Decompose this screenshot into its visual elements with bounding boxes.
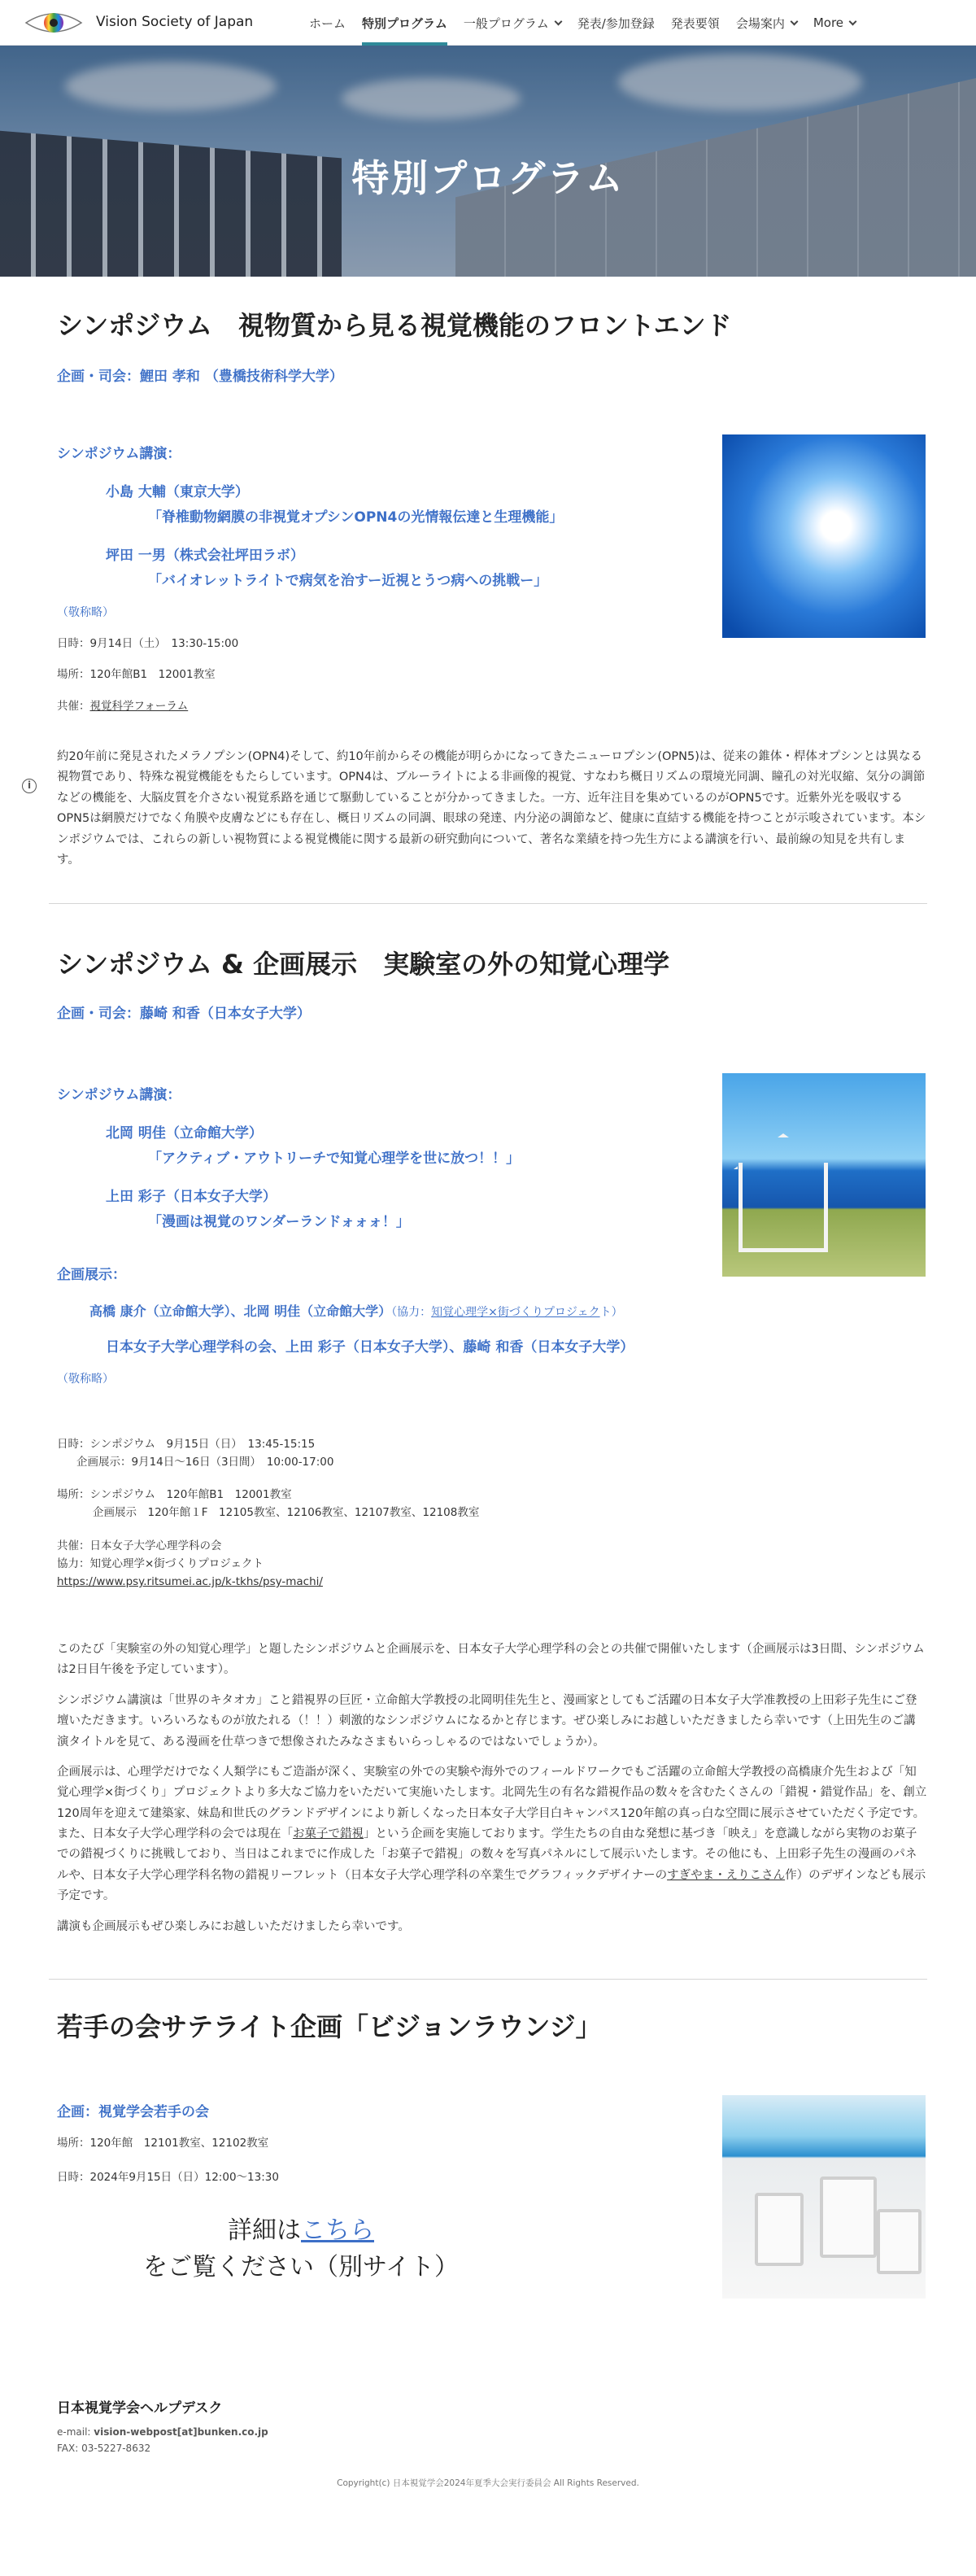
seaside-pavilion-image	[722, 1073, 926, 1277]
section-2-url-link[interactable]: https://www.psy.ritsumei.ac.jp/k-tkhs/psy-machi/	[57, 1575, 323, 1589]
section-1-honorific: （敬称略）	[57, 606, 114, 619]
footer-email-label: e-mail:	[57, 2426, 94, 2438]
top-navigation-bar	[0, 0, 976, 46]
section-2-paragraph-2: シンポジウム講演は「世界のキタオカ」こと錯視界の巨匠・立命館大学教授の北岡明佳先生と、漫画家としてもご活躍の日本女子大学准教授の上田彩子先生にご登壇いただきます。いろいろなものが放たれる（！！）刺激的なシンポジウムになるかと存じます。ぜひ楽しみにお越しいただきましたら幸いです（上田先生のご講演タイトルを見て、ある漫画を仕草つきで想像されたみなさまもいらっしゃるのではないでしょうか）。	[57, 1693, 917, 1749]
section-2-exhibit-1-coop-link[interactable]: 知覚心理学×街づくりプロジェク	[431, 1306, 600, 1319]
sugiyama-eriko-link[interactable]: すぎやま・えりこさん	[667, 1868, 786, 1882]
cafe-terrace-image	[722, 2095, 926, 2299]
section-3-organizer: 企画：視覚学会若手の会	[57, 2104, 209, 2120]
section-2-exhibit-1	[89, 1301, 716, 1322]
section-2-paragraph-3	[57, 1762, 927, 1907]
nav-special-program[interactable]	[354, 0, 455, 46]
footer-email	[57, 2424, 268, 2440]
nav-general-program[interactable]	[455, 0, 569, 46]
copyright: Copyright(c) 日本視覚学会2024年夏季大会実行委員会 All Rights Reserved.	[337, 2478, 639, 2488]
section-2-date-1: 日時：シンポジウム 9月15日（日） 13:45-15:15	[57, 1437, 316, 1451]
section-3-detail	[73, 2212, 529, 2286]
nav-home-label: ホーム	[309, 15, 346, 31]
section-2-coop: 協力：知覚心理学×街づくりプロジェクト	[57, 1557, 264, 1570]
section-3-place: 場所：120年館 12101教室、12102教室	[57, 2137, 269, 2150]
section-2-talk-2: 「漫画は視覚のワンダーランドォォォ！」	[148, 1214, 410, 1230]
section-2-organizer: 企画・司会：藤崎 和香（日本女子大学）	[57, 1006, 311, 1022]
section-2-date-2: 企画展示：9月14日〜16日（3日間） 10:00-17:00	[76, 1455, 334, 1469]
nav-venue-label: 会場案内	[735, 15, 785, 31]
footer	[0, 2386, 976, 2576]
section-2-place-2: 企画展示 120年館１F 12105教室、12106教室、12107教室、12108教室	[93, 1506, 480, 1520]
section-2-paragraph-3a: 企画展示は、心理学だけでなく人類学にもご造詣が深く、実験室の外での実験や海外でのフィールドワークでもご活躍の立命館大学教授の高橋康介先生および「知覚心理学×街づくり」プロジェクトより多大なご協力をいただいて実施いたします。北岡先生の有名な錯視作品の数々を含むたくさんの「錯視・錯覚作品」を、創立120周年を迎えて建築家、妹島和世氏のグランドデザインにより新しくなった日本女子大学目白キャンパス120年館の真っ白な空間に展示させていただく予定です。また、日本女子大学心理学科の会では現在「	[57, 1765, 927, 1840]
eye-logo-icon[interactable]	[24, 8, 83, 37]
section-2-exhibit-2: 日本女子大学心理学科の会、上田 彩子（日本女子大学）、藤崎 和香（日本女子大学）	[106, 1338, 634, 1356]
section-2-lecture-heading: シンポジウム講演：	[57, 1087, 181, 1103]
section-1-place: 場所：120年館B1 12001教室	[57, 668, 216, 682]
info-icon[interactable]: i	[22, 779, 37, 793]
section-2-cohost: 共催：日本女子大学心理学科の会	[57, 1539, 222, 1552]
section-2-exhibit-1-coop-tail: ト）	[599, 1306, 623, 1319]
nav-more[interactable]	[805, 0, 864, 46]
section-2-speaker-2: 上田 彩子（日本女子大学）	[106, 1189, 277, 1205]
section-2-paragraph-3c: 作）のデザインなども展示予定です。	[57, 1868, 926, 1903]
site-title[interactable]: Vision Society of Japan	[96, 14, 254, 30]
section-2-title: シンポジウム & 企画展示 実験室の外の知覚心理学	[57, 949, 670, 980]
vision-lounge-detail-link[interactable]: こちら	[301, 2216, 374, 2245]
nav-presentation-guide[interactable]	[663, 0, 728, 46]
section-3-title: 若手の会サテライト企画「ビジョンラウンジ」	[57, 2011, 602, 2042]
section-vision-lounge	[0, 1980, 976, 2386]
nav-registration-label: 発表/参加登録	[577, 15, 655, 31]
section-1-date: 日時：9月14日（土） 13:30-15:00	[57, 637, 239, 650]
section-2-talk-1: 「アクティブ・アウトリーチで知覚心理学を世に放つ！！」	[148, 1150, 521, 1167]
section-1-talk-1: 「脊椎動物網膜の非視覚オプシンOPN4の光情報伝達と生理機能」	[148, 509, 564, 526]
section-symposium-1	[0, 277, 976, 903]
section-1-speaker-1: 小島 大輔（東京大学）	[106, 484, 249, 500]
section-2-exhibit-1-coop-prefix: （協力：	[391, 1306, 432, 1319]
nav-special-program-label: 特別プログラム	[362, 15, 447, 31]
section-2-honorific: （敬称略）	[57, 1372, 114, 1386]
section-1-organizer: 企画・司会：鯉田 孝和 （豊橋技術科学大学）	[57, 369, 343, 385]
nav-more-label: More	[813, 15, 844, 30]
footer-email-address: vision-webpost[at]bunken.co.jp	[94, 2426, 268, 2438]
section-3-date: 日時：2024年9月15日（日）12:00〜13:30	[57, 2171, 279, 2184]
chevron-down-icon	[790, 17, 798, 25]
nav-venue[interactable]	[728, 0, 805, 46]
okashi-sakushi-link[interactable]: お菓子で錯視	[293, 1827, 364, 1840]
section-2-place-1: 場所：シンポジウム 120年館B1 12001教室	[57, 1488, 292, 1502]
section-1-description: 約20年前に発見されたメラノプシン(OPN4)そして、約10年前からその機能が明らかになってきたニューロプシン(OPN5)は、従来の錐体・桿体オプシンとは異なる視物質であり、特殊な視覚機能をもたらしています。OPN4は、ブルーライトによる非画像的視覚、すなわち概日リズムの環境光同調、瞳孔の対光収縮、気分の調節などの機能を、大脳皮質を介さない視覚系路を通じて駆動していることが分かってきました。一方、近年注目を集めているのがOPN5です。近紫外光を吸収するOPN5は網膜だけでなく角膜や皮膚などにも存在し、概日リズムの同調、眼球の発達、内分泌の調節など、健康に直結する機能を持つことが示唆されています。本シンポジウムでは、これらの新しい視物質による視覚機能に関する最新の研究動向について、著名な業績を持つ先生方による講演を行い、最前線の知見を共有します。	[57, 750, 926, 867]
section-symposium-2	[0, 904, 976, 1979]
section-1-speaker-2: 坪田 一男（株式会社坪田ラボ）	[106, 548, 304, 564]
chevron-down-icon	[849, 17, 857, 25]
section-2-exhibit-1-names: 高橋 康介（立命館大学）、北岡 明佳（立命館大学）	[89, 1303, 392, 1319]
hero-banner	[0, 46, 976, 277]
nav-registration[interactable]	[569, 0, 663, 46]
section-1-cohost	[57, 697, 691, 715]
main-nav	[301, 0, 864, 46]
section-2-speaker-1: 北岡 明佳（立命館大学）	[106, 1125, 263, 1142]
section-1-title: シンポジウム 視物質から見る視覚機能のフロントエンド	[57, 310, 732, 341]
section-1-cohost-label: 共催：	[57, 699, 90, 713]
sun-sky-image	[722, 434, 926, 638]
nav-general-program-label: 一般プログラム	[463, 15, 549, 31]
section-2-exhibit-heading: 企画展示：	[57, 1267, 126, 1283]
section-1-cohost-link[interactable]: 視覚科学フォーラム	[89, 699, 189, 713]
nav-presentation-guide-label: 発表要領	[670, 15, 720, 31]
section-1-talk-2: 「バイオレットライトで病気を治すー近視とうつ病への挑戦ー」	[148, 573, 548, 589]
footer-title: 日本視覚学会ヘルプデスク	[57, 2400, 223, 2417]
chevron-down-icon	[554, 17, 562, 25]
footer-fax: FAX: 03-5227-8632	[57, 2443, 151, 2454]
section-2-paragraph-4: 講演も企画展示もぜひ楽しみにお越しいただけましたら幸いです。	[57, 1919, 410, 1933]
section-3-detail-suffix: をご覧ください（別サイト）	[143, 2253, 459, 2281]
page-title: 特別プログラム	[351, 156, 625, 200]
section-1-lecture-heading: シンポジウム講演：	[57, 446, 181, 462]
nav-home[interactable]	[301, 0, 354, 46]
section-2-paragraph-1: このたび「実験室の外の知覚心理学」と題したシンポジウムと企画展示を、日本女子大学心理学科の会との共催で開催いたします（企画展示は3日間、シンポジウムは2日目午後を予定しています）。	[57, 1643, 925, 1677]
section-3-detail-prefix: 詳細は	[228, 2216, 301, 2245]
section-2-paragraph-3b: 」という企画を実施しております。学生たちの自由な発想に基づき「映え」を意識しながら実物のお菓子での錯視づくりに挑戦しており、当日はこれまでに作成した「お菓子で錯視」の数々を写真パネルにして展示いたします。その他にも、上田彩子先生の漫画のパネルや、日本女子大学心理学科名物の錯視リーフレット（日本女子大学心理学科の卒業生でグラフィックデザイナーの	[57, 1827, 917, 1882]
